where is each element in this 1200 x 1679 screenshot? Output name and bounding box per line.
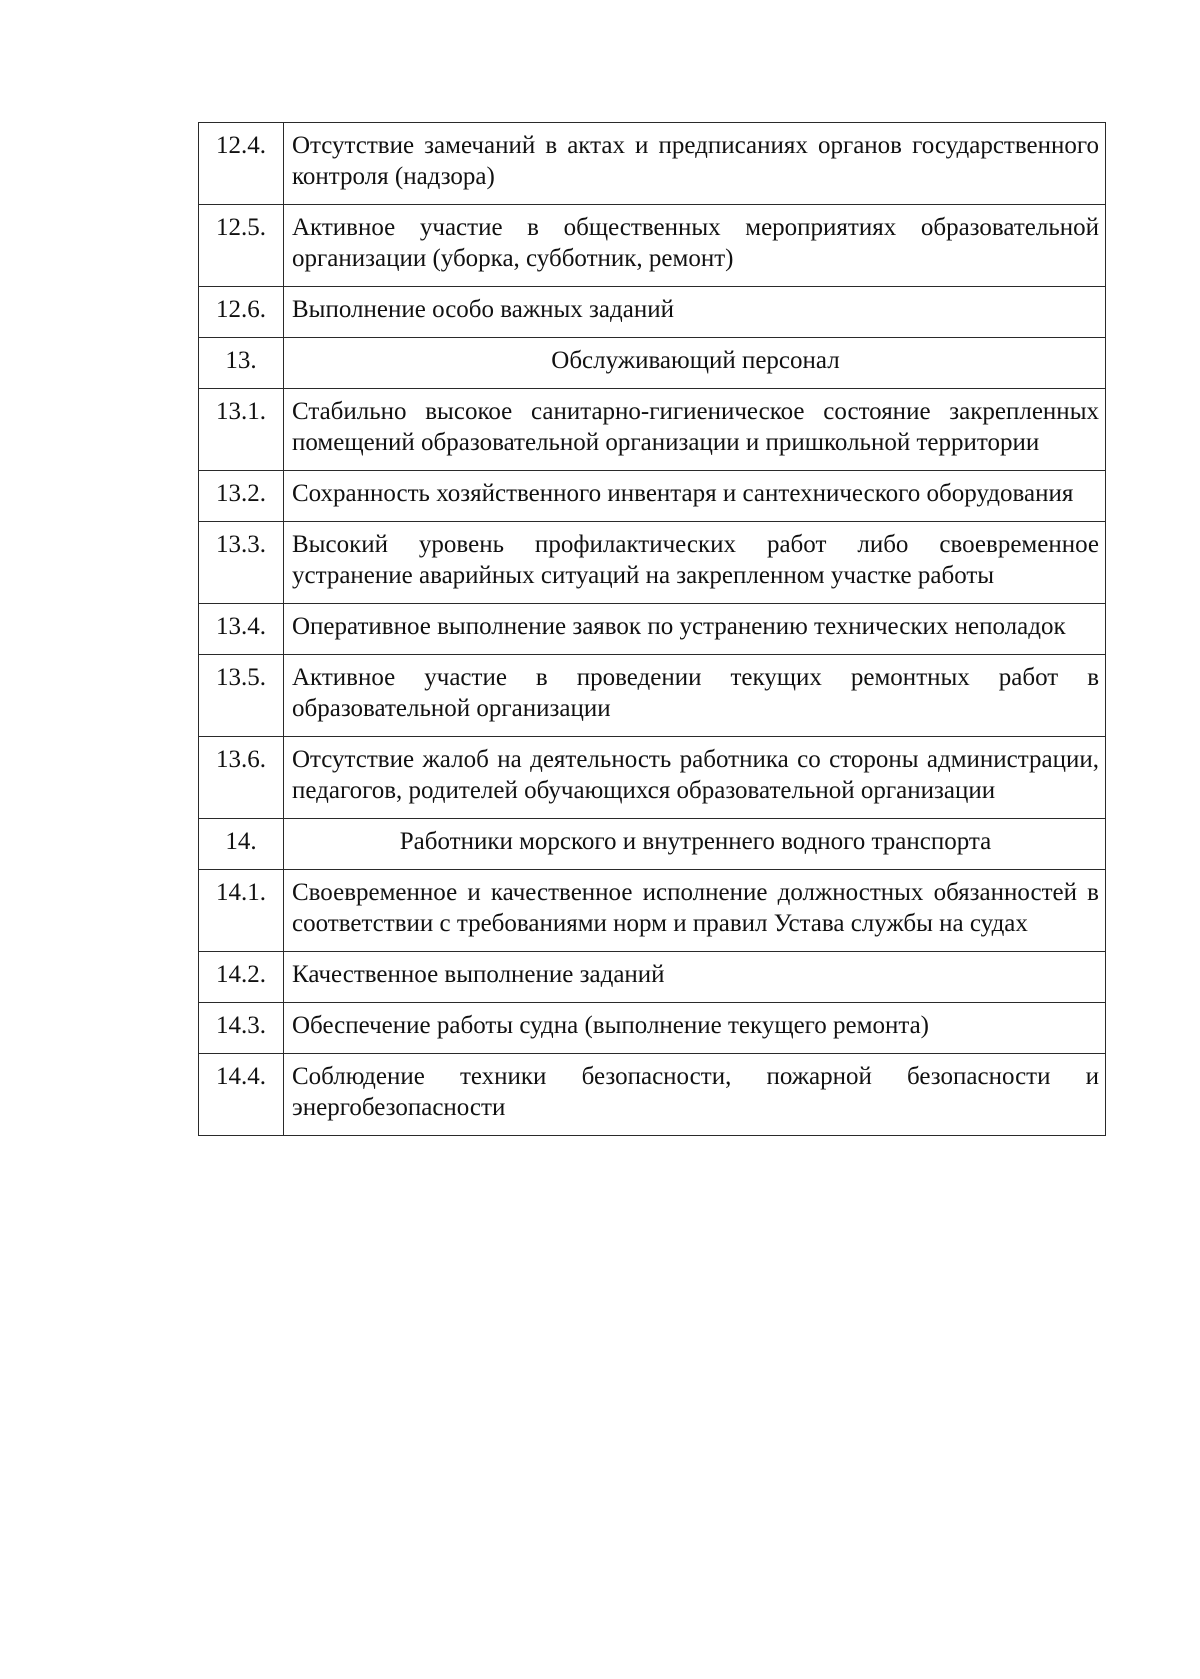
table-row: [199, 123, 1106, 205]
row-text: Своевременное и качественное исполнение должностных обязанностей в соответствии с требованиями норм и правил Устава службы на судах: [284, 870, 1106, 952]
table-row: [199, 737, 1106, 819]
row-text: Отсутствие замечаний в актах и предписаниях органов государственного контроля (надзора): [284, 123, 1106, 205]
row-number: 14.2.: [199, 952, 284, 1003]
section-title: Работники морского и внутреннего водного транспорта: [284, 819, 1106, 870]
row-number: 13.2.: [199, 471, 284, 522]
table-row: [199, 1054, 1106, 1136]
row-number: 12.5.: [199, 205, 284, 287]
row-text: Сохранность хозяйственного инвентаря и сантехнического оборудования: [284, 471, 1106, 522]
row-text: Качественное выполнение заданий: [284, 952, 1106, 1003]
row-number: 14.3.: [199, 1003, 284, 1054]
table-row: [199, 389, 1106, 471]
table-row: [199, 870, 1106, 952]
row-text: Высокий уровень профилактических работ либо своевременное устранение аварийных ситуаций на закрепленном участке работы: [284, 522, 1106, 604]
row-text: Соблюдение техники безопасности, пожарной безопасности и энергобезопасности: [284, 1054, 1106, 1136]
table-row: [199, 205, 1106, 287]
row-number: 14.1.: [199, 870, 284, 952]
row-number: 13.4.: [199, 604, 284, 655]
row-number: 13.6.: [199, 737, 284, 819]
row-text: Отсутствие жалоб на деятельность работника со стороны администрации, педагогов, родителей обучающихся образовательной организации: [284, 737, 1106, 819]
table-row: [199, 522, 1106, 604]
section-number: 13.: [199, 338, 284, 389]
row-number: 12.4.: [199, 123, 284, 205]
table-row: [199, 952, 1106, 1003]
table-row: [199, 471, 1106, 522]
row-text: Обеспечение работы судна (выполнение текущего ремонта): [284, 1003, 1106, 1054]
criteria-table: [198, 122, 1106, 1136]
row-number: 13.1.: [199, 389, 284, 471]
table-row: [199, 604, 1106, 655]
section-number: 14.: [199, 819, 284, 870]
table-row: [199, 287, 1106, 338]
row-number: 14.4.: [199, 1054, 284, 1136]
row-number: 13.3.: [199, 522, 284, 604]
row-number: 12.6.: [199, 287, 284, 338]
row-text: Оперативное выполнение заявок по устранению технических неполадок: [284, 604, 1106, 655]
table-row: [199, 1003, 1106, 1054]
section-header-row: [199, 338, 1106, 389]
table-row: [199, 655, 1106, 737]
row-text: Выполнение особо важных заданий: [284, 287, 1106, 338]
row-number: 13.5.: [199, 655, 284, 737]
section-header-row: [199, 819, 1106, 870]
section-title: Обслуживающий персонал: [284, 338, 1106, 389]
row-text: Активное участие в проведении текущих ремонтных работ в образовательной организации: [284, 655, 1106, 737]
criteria-table-body: [199, 123, 1106, 1136]
row-text: Стабильно высокое санитарно-гигиеническое состояние закрепленных помещений образовательной организации и пришкольной территории: [284, 389, 1106, 471]
row-text: Активное участие в общественных мероприятиях образовательной организации (уборка, субботник, ремонт): [284, 205, 1106, 287]
